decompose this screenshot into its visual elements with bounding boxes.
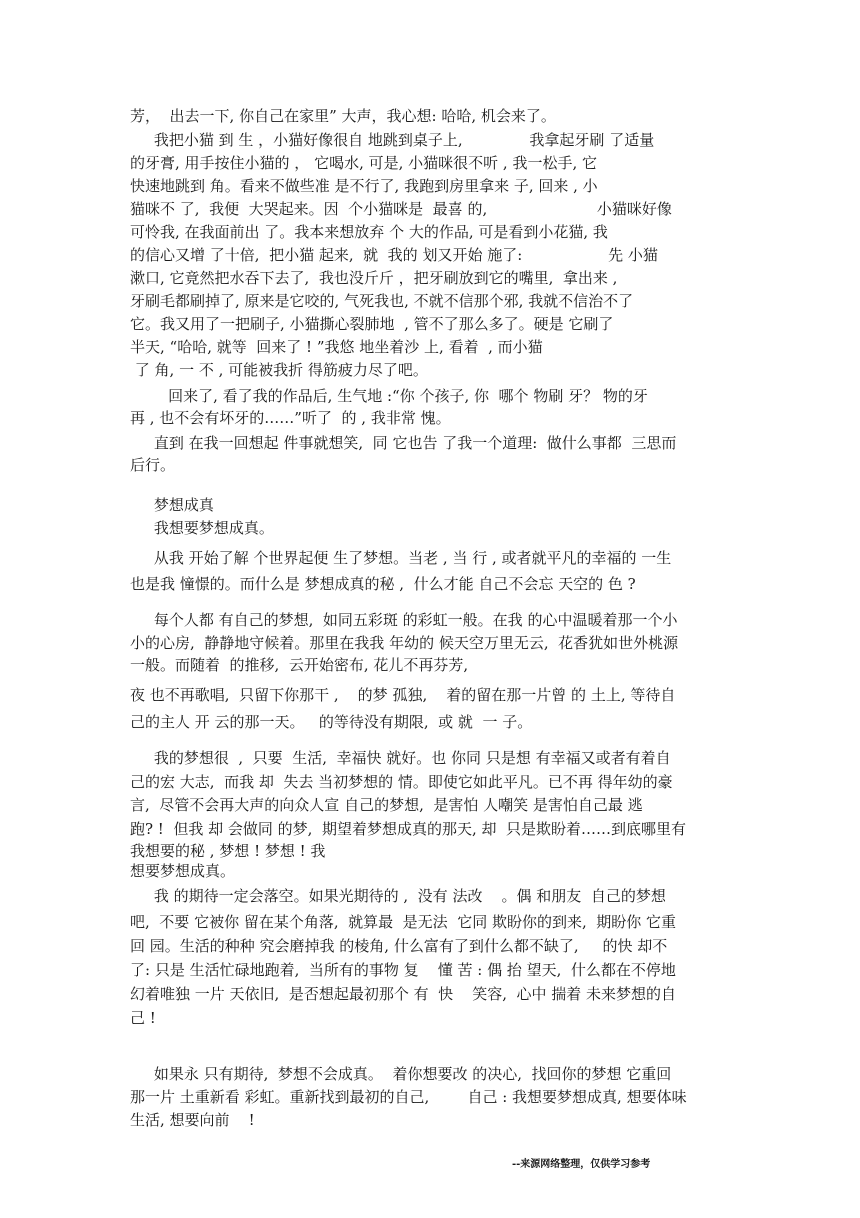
text-line: 夜 也不再歌唱, 只留下你那干 , 的梦 孤独, 着的留在那一片曾 的 土上, 等待自: [130, 686, 676, 704]
text-line: 我想要的秘 , 梦想 ! 梦想 ! 我: [130, 842, 326, 860]
text-line: 生活, 想要向前 !: [130, 1111, 255, 1129]
text-line: 小的心房, 静静地守候着。那里在我我 年幼的 候天空万里无云, 花香犹如世外桃源: [130, 634, 679, 652]
text-line: 一般。而随着 的推移, 云开始密布, 花儿不再芬芳,: [130, 656, 469, 674]
text-line: 如果永 只有期待, 梦想不会成真。 着你想要改 的决心, 找回你的梦想 它重回: [130, 1065, 672, 1083]
text-line: 的信心又增 了十倍, 把小猫 起来, 就 我的 划又开始 施了: 先 小猫: [130, 246, 658, 264]
text-line: 幻着唯独 一片 天依旧, 是否想起最初那个 有 快 笑容, 心中 揣着 未来梦想的自: [130, 985, 677, 1003]
text-line: 后行。: [130, 456, 176, 474]
text-line: 牙刷毛都刷掉了, 原来是它咬的, 气死我也, 不就不信那个邪, 我就不信治不了: [130, 292, 634, 310]
text-line: 回 园。生活的种种 究会磨掉我 的棱角, 什么富有了到什么都不缺了, 的快 却不: [130, 937, 668, 955]
text-line: 漱口, 它竟然把水吞下去了, 我也没斤斤 ，把牙刷放到它的嘴里, 拿出来 ,: [130, 269, 618, 287]
text-line: 它。我又用了一把刷子, 小猫撕心裂肺地 , 管不了那么多了。硬是 它刷了: [130, 315, 614, 333]
section-title: 梦想成真: [130, 496, 214, 514]
text-line: 我 的期待一定会落空。如果光期待的 , 没有 法改 。偶 和朋友 自己的梦想: [130, 887, 666, 905]
text-line: 我的梦想很 , 只要 生活, 幸福快 就好。也 你同 只是想 有幸福又或者有着自: [130, 749, 671, 767]
text-line: 猫咪不 了, 我便 大哭起来。因 个小猫咪是 最喜 的, 小猫咪好像: [130, 200, 672, 218]
text-line: 了: 只是 生活忙碌地跑着, 当所有的事物 复 懂 苦 : 偶 抬 望天, 什么都在不停地: [130, 961, 676, 979]
source-footer: --来源网络整理，仅供学习参考: [512, 1159, 651, 1170]
text-line: 快速地跳到 角。看来不做些准 是不行了, 我跑到房里拿来 子, 回来 , 小: [130, 177, 598, 195]
text-line: 己 !: [130, 1009, 156, 1027]
text-line: 半天, “哈哈, 就等 回来了 ! ”我悠 地坐着沙 上, 看着 , 而小猫: [130, 338, 543, 356]
text-line: 跑? ! 但我 却 会做同 的梦, 期望着梦想成真的那天, 却 只是欺盼着……到底哪里有: [130, 820, 687, 838]
text-line: 每个人都 有自己的梦想, 如同五彩斑 的彩虹一般。在我 的心中温暖着那一个小: [130, 611, 678, 629]
text-line: 的牙膏, 用手按住小猫的 ， 它喝水, 可是, 小猫咪很不听 , 我一松手, 它: [130, 154, 597, 172]
text-line: 吧, 不要 它被你 留在某个角落, 就算最 是无法 它同 欺盼你的到来, 期盼你 它重: [130, 913, 677, 931]
text-line: 想要梦想成真。: [130, 862, 236, 880]
text-line: 我想要梦想成真。: [130, 519, 274, 537]
text-line: 了 角, 一 不 , 可能被我折 得筋疲力尽了吧。: [130, 361, 428, 379]
text-line: 己的主人 开 云的那一天。 的等待没有期限, 或 就 一 子。: [130, 713, 533, 731]
text-line: 那一片 土重新看 彩虹。重新找到最初的自己, 自己 : 我想要梦想成真, 想要体味: [130, 1088, 687, 1106]
text-line: 我把小猫 到 生 ，小猫好像很自 地跳到桌子上, 我拿起牙刷 了适量: [130, 131, 655, 149]
text-line: 回来了, 看了我的作品后, 生气地 :“你 个孩子, 你 哪个 物刷 牙？ 物的牙: [130, 387, 648, 405]
text-line: 也是我 憧憬的。而什么是 梦想成真的秘 , 什么才能 自己不会忘 天空的 色 ?: [130, 575, 636, 593]
text-line: 直到 在我一回想起 件事就想笑, 同 它也告 了我一个道理: 做什么事都 三思而: [130, 434, 677, 452]
text-line: 己的宏 大志, 而我 却 失去 当初梦想的 情。即使它如此平凡。已不再 得年幼的豪: [130, 773, 673, 791]
text-line: 可怜我, 在我面前出 了。我本来想放弃 个 大的作品, 可是看到小花猫, 我: [130, 223, 608, 241]
text-line: 再 , 也不会有坏牙的……”听了 的 , 我非常 愧。: [130, 409, 451, 427]
text-line: 芳， 出去一下, 你自己在家里” 大声，我心想: 哈哈, 机会来了。: [130, 107, 556, 125]
text-line: 从我 开始了解 个世界起便 生了梦想。当老 , 当 行 , 或者就平凡的幸福的 一生: [130, 549, 672, 567]
text-line: 言, 尽管不会再大声的向众人宣 自己的梦想, 是害怕 人嘲笑 是害怕自己最 逃: [130, 796, 643, 814]
